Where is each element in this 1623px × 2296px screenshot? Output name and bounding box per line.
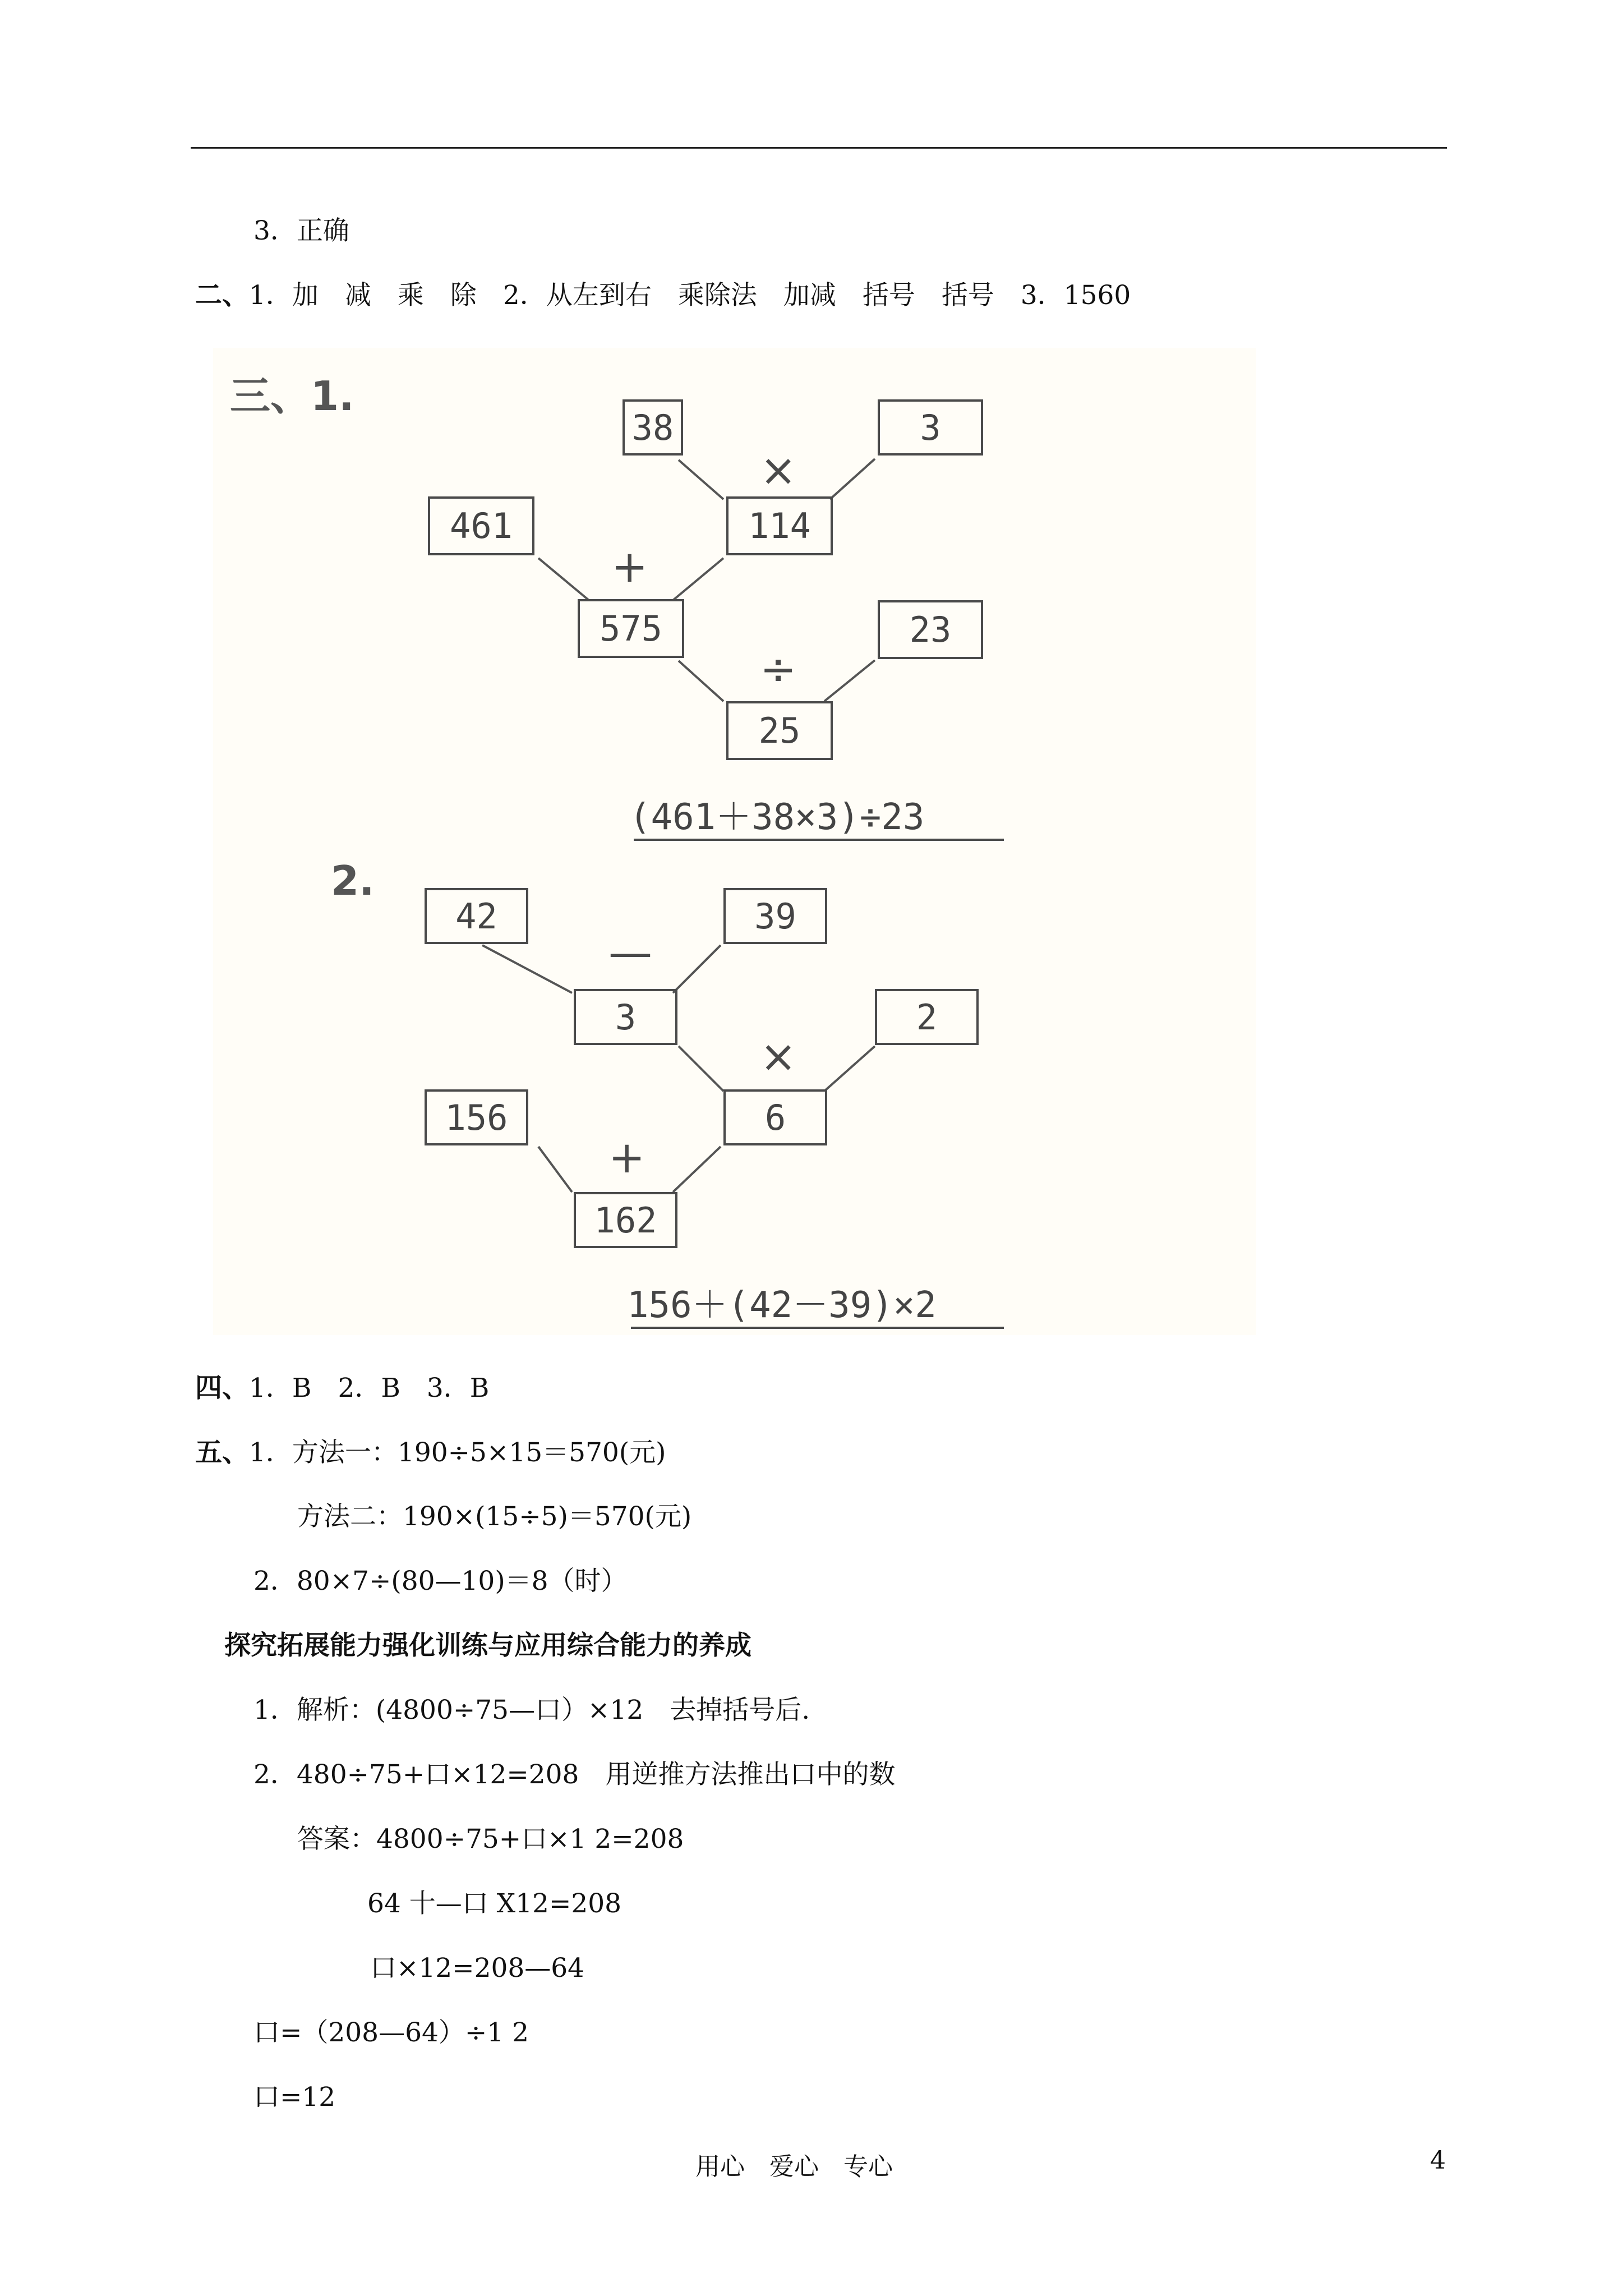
- diagram1-op-multiply: ×: [760, 445, 797, 496]
- diagram1-expression: (461＋38×3)÷23: [629, 797, 925, 838]
- diagram2-op-multiply: ×: [760, 1032, 797, 1082]
- section-5: [195, 1439, 666, 1466]
- diagram2-box-3: 3: [574, 989, 677, 1045]
- section-5-method2: 方法二：190×(15÷5)＝570(元): [297, 1501, 692, 1532]
- diagram1-box-575: 575: [578, 599, 684, 658]
- page-number: 4: [1430, 2146, 1446, 2175]
- diagram1-op-divide: ÷: [760, 645, 797, 695]
- answer-line-3: 3．正确: [253, 215, 349, 246]
- section-5-method1: 1．方法一：190÷5×15＝570(元): [249, 1437, 666, 1468]
- extension-answer: 答案：4800÷75+口×1 2=208: [297, 1824, 684, 1855]
- section-2-label: 二、: [195, 279, 250, 311]
- section-4: [195, 1372, 490, 1404]
- diagram1-box-114: 114: [726, 496, 833, 555]
- section-5-item2: 2．80×7÷(80—10)＝8（时）: [253, 1566, 628, 1596]
- section-5-label: 五、: [195, 1437, 250, 1468]
- extension-item1: 1．解析：(4800÷75—口）×12 去掉括号后.: [253, 1695, 810, 1726]
- extension-step3: 口=（208—64）÷1 2: [253, 2017, 529, 2048]
- diagram1-box-25: 25: [726, 701, 833, 760]
- extension-heading: 探究拓展能力强化训练与应用综合能力的养成: [224, 1630, 751, 1661]
- diagram1-box-38: 38: [623, 399, 683, 455]
- diagram2-op-plus: +: [608, 1133, 645, 1183]
- diagram1-box-3: 3: [878, 399, 983, 455]
- diagram1-box-23: 23: [878, 600, 983, 659]
- section-4-label: 四、: [195, 1372, 250, 1404]
- diagram2-box-6: 6: [723, 1089, 827, 1145]
- diagram1-box-461: 461: [428, 496, 534, 555]
- extension-step2: 口×12=208—64: [370, 1953, 585, 1984]
- extension-step1: 64 十—口 X12=208: [367, 1888, 622, 1919]
- diagram2-box-162: 162: [574, 1192, 677, 1248]
- extension-step4: 口=12: [253, 2082, 336, 2113]
- diagram2-box-156: 156: [425, 1089, 528, 1145]
- diagram1-label: 三、1.: [230, 372, 354, 420]
- diagram1-expression-underline: [634, 839, 1004, 841]
- footer-motto: 用心 爱心 专心: [695, 2152, 893, 2181]
- diagram2-expression: 156＋(42－39)×2: [627, 1285, 937, 1326]
- diagram2-expression-underline: [631, 1327, 1004, 1329]
- extension-item2: 2．480÷75+口×12=208 用逆推方法推出口中的数: [253, 1759, 896, 1790]
- diagram2-box-39: 39: [723, 888, 827, 944]
- diagram1-op-plus: +: [611, 542, 648, 592]
- diagram2-box-2: 2: [875, 989, 979, 1045]
- diagram2-label: 2.: [331, 857, 375, 904]
- section-4-text: 1．B 2．B 3．B: [249, 1373, 490, 1404]
- diagram2-box-42: 42: [425, 888, 528, 944]
- diagram2-op-minus: —: [608, 928, 652, 978]
- section-2-text: 1．加 减 乘 除 2．从左到右 乘除法 加减 括号 括号 3．1560: [249, 280, 1131, 311]
